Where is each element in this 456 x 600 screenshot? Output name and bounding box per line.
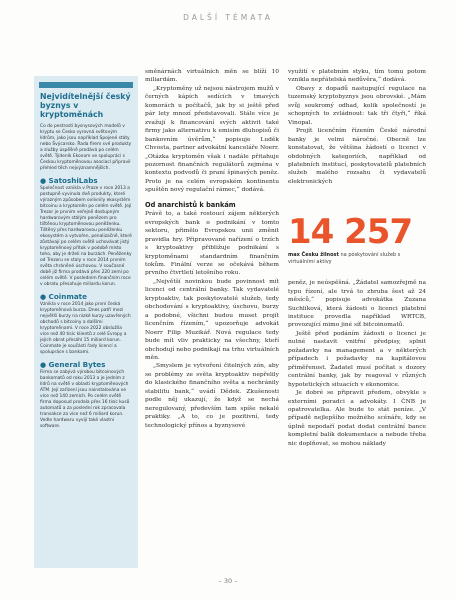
- sidebar-section-general-bytes: [40, 360, 132, 430]
- paragraph: peněz, je neúspěšná. „Žádatel samozřejmě na typu řízení, ale trvá to zhruba šest až 24 měsíců,“ popisuje advokátka Zuzana Suchlíková, která žádosti o licenci platební instituce provedla například WRTCB, provozující mimo jiné síť bitcoinomatů.: [288, 280, 426, 329]
- sidebar-section-satoshilabs: [40, 176, 132, 288]
- section-header: DALŠÍ TÉMATA: [183, 13, 273, 22]
- bullet-icon: ●: [40, 293, 49, 301]
- paragraph: „Největší novinkou bude povinnost mít licenci od centrální banky. Tak vydavatelé kryptoaktiv, tak poskytovatelé služeb, tedy obchodování s kryptoaktivy, úschovu, burzy a podobné, všichni budou muset projít licenčním řízením,“ upozorňuje advokát Noerr Filip Muzikář. Nová regulace tedy bude mít vliv prakticky na všechny, kteří obchodují nebo podnikají na trhu virtuálních měn.: [145, 278, 279, 361]
- paragraph: Projít licenčním řízením České národní banky je velmi náročné. Obecně lze konstatovat, že většina žádostí o licenci v obdobných kategoriích, například od platebních institucí, poskytovatelů platebních služeb malého rozsahu či vydavatelů elektronických: [288, 128, 426, 185]
- article-column-right: [288, 68, 426, 448]
- sidebar-section-coinmate: [40, 292, 132, 356]
- paragraph: „Kryptoměny už nejsou nástrojem mužů v černých kápích sedících v tmavých komorách u počítačů, jak by si ještě před pár lety mnozí představovali. Stále více je zvažují k financování svých aktivit také firmy jako alternativu k emisím dluhopisů či bankovním úvěrům,“ popisuje Luděk Chvosta, partner advokátní kanceláře Noerr. „Otázka kryptoměn však i nadále přitahuje pozornost finančních regulátorů zejména v kontextu podvodů či praní špinavých peněz. Proto je na celém evropském kontinentu spuštěn nový regulační rámec,“ dodává.: [145, 85, 279, 194]
- sidebar-accent-bar: [39, 82, 133, 88]
- sidebar-intro: Co do pestrosti bysnysových modelů v kryptu se Česko vyrovná světovým lídrům, jako jsou například Spojené státy nebo Švýcarsko. Řada firem své produkty a služby úspěšně prodává po celém světě. Týdeník Ekonom ve spolupráci s Českou kryptoměnovou asociací připravil přehled těch nejvýznamnějších.: [40, 124, 132, 171]
- paragraph: využití v platebním styku, tím tomu potom vznikla nepřátelská nedůvěra,“ dodává.: [288, 69, 426, 84]
- bullet-icon: ●: [40, 177, 49, 185]
- sidebar-body: Společnost vznikla v Praze v roce 2013 a postupně vyvinula dvě produkty, které výrazným způsobem ovlivnily ekosystém bitcoinu a kryptoměn po celém světě. Její Trezor je prvním veřejně dostupným hardwarovým stálým penězem pro tištěnou kryptoměnovou peněženku. Tištěný přes hardwarovou peněženku ekosystém a vytvořen, penalizačně, které zůstávají po celém světě uchovávat jistý kryptoměnový přítok v podobě místo toho, aby je drželi na burzách. Peněženky od Trezoru se staly v roce 2014 prvním světa chráněné úschovou. V současné době již firma prodává přes 220 zemí po celém světě. V posledním finančním roce v obratu přesahuje miliardu korun.: [40, 186, 132, 287]
- sidebar-box: [34, 76, 138, 568]
- bullet-icon: ●: [40, 361, 49, 369]
- subheading: Od anarchistů k bankám: [145, 200, 236, 209]
- sidebar-body: Vznikla v roce 2014 jako první česká kryptoměnová burza. Dnes patří mezi největší burzy na nízké kurzy uzavřených obchodů s bitcoiny a dalšími kryptoměnami. V roce 2022 obslužila více než 40 tisíc klientů z celé Evropy a jejich obrat přesáhl 15 miliard korun. Coinmate je součástí řady licencí a spolupráce s bankami.: [40, 302, 131, 355]
- sidebar-title: Nejvidítelnější český byznys v kryptoměnách: [40, 92, 131, 119]
- paragraph: Ještě před podáním žádosti o licenci je nutné nastavit vnitřní předpisy, splnit požadavky na management a v některých případech i požadavky na kapitálovou přiměřenost. Žadatel musí počítat s dozory centrální banky, jak by reagoval v různých hypotetických situacích v ekonomice.: [288, 330, 426, 388]
- article-column-middle: [145, 68, 279, 430]
- paragraph: Je dobré se připravit předem, obvykle s externími poradci a advokáty. I ČNB je opatrovatelka. Ale bude to stát peníze. „V případě nejlepšího možného scénáře, kdy se úplně nepodaří podat dodat centrální bance kompletní balík dokumentace a nebude třeba nic doplňovat, se mohou náklady: [288, 390, 426, 447]
- sidebar-heading: ● General Bytes: [40, 360, 106, 369]
- paragraph: Právě to, a také rostoucí zájem některých evropských bank o podnikání v tomto sektoru, přimělo Evropskou unii změnit pravidla hry. Připravované nařízení o trzích s kryptoaktivy přibližuje podnikání s kryptoměnami standardním finančním tokům. Finální verze se očekává během prvního čtvrtletí letošního roku.: [145, 211, 279, 277]
- page-number: – 30 –: [218, 577, 238, 585]
- paragraph: „Smyslem je vytvoření čitelných zón, aby se problémy ze světa kryptoaktiv nepřelily do klasického finančního světa a nechránily stabilitu bank,“ uvádí Dědek. Zkušenosti podle něj ukazují, že když se nechá neregulovaný, především tam spíše nekalé praktiky. „A to, co je pozitivní, tedy technologický přínos a byznysové: [145, 363, 279, 429]
- paragraph: směnárnách virtuálních měn se blíží 10 miliardám.: [145, 69, 279, 84]
- paragraph: Obavy z dopadů nastupující regulace na tuzemský kryptobyznys jsou obrovské. „Mám svůj soukromý odhad, kolik společností je schopných to zvládnout: tak tři čtyři,“ říká Vinopal.: [288, 85, 426, 126]
- sidebar-body: Firma se zabývá výrobou bitcoinových bankomatů od roku 2013 a je jedním z lídrů na světě v oblasti kryptoměnových ATM. Její zařízení jsou nainstalována ve více než 140 zemích. Po celém světě firma doposud prodala přes 16 tisíc kusů automatů a za poslední rok zpracovala transakce za více než 6 miliard korun. Vedle hardwaru vyvíjí také vlastní software.: [40, 370, 130, 429]
- sidebar-heading: ● SatoshiLabs: [40, 176, 98, 185]
- sidebar-heading: ● Coinmate: [40, 292, 87, 301]
- highlight-caption: max Česku žilnost na poskytování služeb s virtuálními aktivy: [288, 252, 401, 265]
- highlight-number: 14 257: [288, 212, 413, 253]
